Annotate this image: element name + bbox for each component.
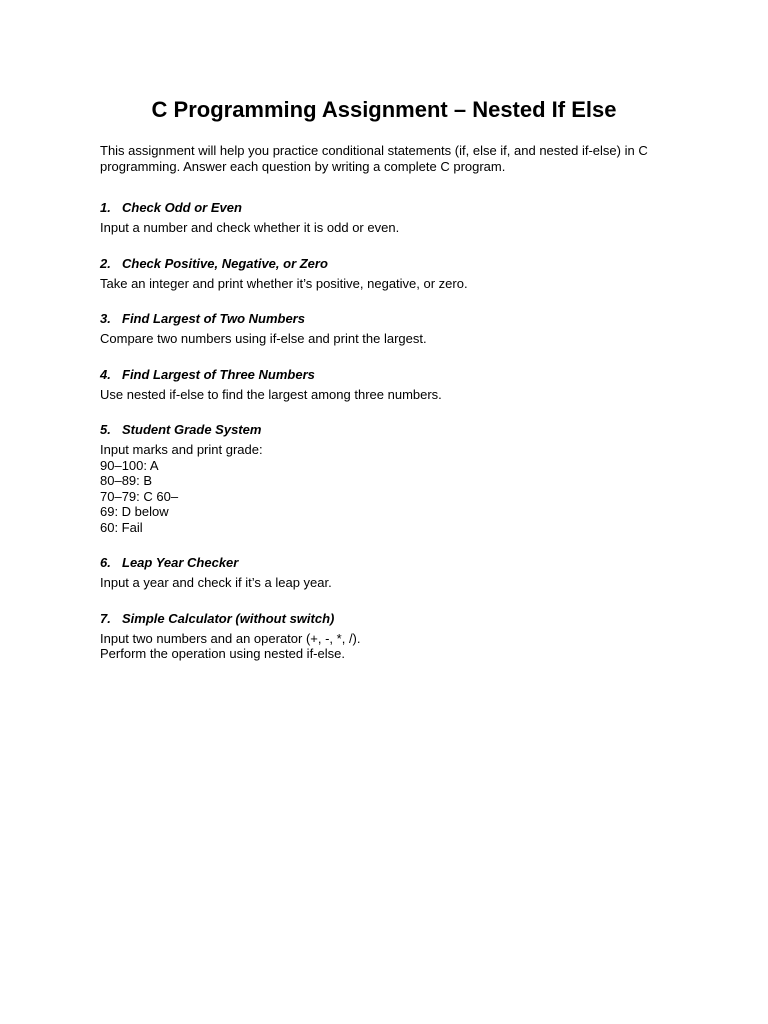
question-line: 69: D below bbox=[100, 504, 169, 519]
question-line: Input a number and check whether it is odd or even. bbox=[100, 220, 400, 235]
question-body bbox=[100, 276, 660, 292]
question-line: Compare two numbers using if-else and print the largest. bbox=[100, 331, 427, 346]
question-title: Student Grade System bbox=[122, 422, 262, 437]
question-body bbox=[100, 220, 660, 236]
question-line: 70–79: C 60– bbox=[100, 488, 179, 504]
question-line: 80–89: B bbox=[100, 473, 153, 488]
question-line: Use nested if-else to find the largest among three numbers. bbox=[100, 386, 442, 402]
question-title: Find Largest of Two Numbers bbox=[122, 311, 305, 326]
question-body bbox=[100, 387, 660, 403]
question-line: Input marks and print grade: bbox=[100, 442, 263, 457]
question-line: Input two numbers and an operator (+, -, *, /). bbox=[100, 630, 361, 646]
document-title: C Programming Assignment – Nested If Else bbox=[151, 97, 617, 122]
question-title: Leap Year Checker bbox=[122, 555, 239, 570]
question-body bbox=[100, 575, 660, 591]
intro-line: programming. Answer each question by writing a complete C program. bbox=[100, 159, 506, 174]
question-item bbox=[100, 421, 660, 535]
question-number: 7. bbox=[100, 610, 111, 626]
question-line: Take an integer and print whether it’s positive, negative, or zero. bbox=[100, 275, 468, 291]
question-number: 4. bbox=[100, 366, 111, 382]
question-item bbox=[100, 310, 660, 347]
question-heading bbox=[100, 199, 660, 216]
question-title: Check Odd or Even bbox=[122, 200, 242, 215]
question-line: Perform the operation using nested if-else. bbox=[100, 646, 345, 661]
question-line: 60: Fail bbox=[100, 519, 143, 535]
intro-paragraph bbox=[100, 143, 660, 175]
question-line: Input a year and check if it’s a leap year. bbox=[100, 575, 332, 590]
question-item bbox=[100, 610, 660, 662]
question-line: 90–100: A bbox=[100, 457, 159, 473]
question-heading bbox=[100, 421, 660, 438]
question-heading bbox=[100, 310, 660, 327]
question-body bbox=[100, 331, 660, 347]
question-number: 2. bbox=[100, 255, 111, 271]
question-heading bbox=[100, 554, 660, 571]
question-item bbox=[100, 199, 660, 236]
question-item bbox=[100, 554, 660, 591]
intro-line: This assignment will help you practice conditional statements (if, else if, and nested if-else) in C bbox=[100, 143, 648, 158]
question-heading bbox=[100, 255, 660, 272]
question-item bbox=[100, 366, 660, 403]
question-title: Find Largest of Three Numbers bbox=[122, 366, 315, 382]
question-number: 3. bbox=[100, 311, 111, 326]
question-number: 1. bbox=[100, 200, 111, 215]
question-number: 6. bbox=[100, 555, 111, 570]
question-title: Simple Calculator (without switch) bbox=[122, 610, 335, 626]
question-heading bbox=[100, 366, 660, 383]
question-heading bbox=[100, 610, 660, 627]
question-body bbox=[100, 442, 660, 535]
question-number: 5. bbox=[100, 422, 111, 437]
question-body bbox=[100, 631, 660, 662]
question-list bbox=[100, 199, 660, 681]
question-title: Check Positive, Negative, or Zero bbox=[122, 255, 328, 271]
question-item bbox=[100, 255, 660, 292]
